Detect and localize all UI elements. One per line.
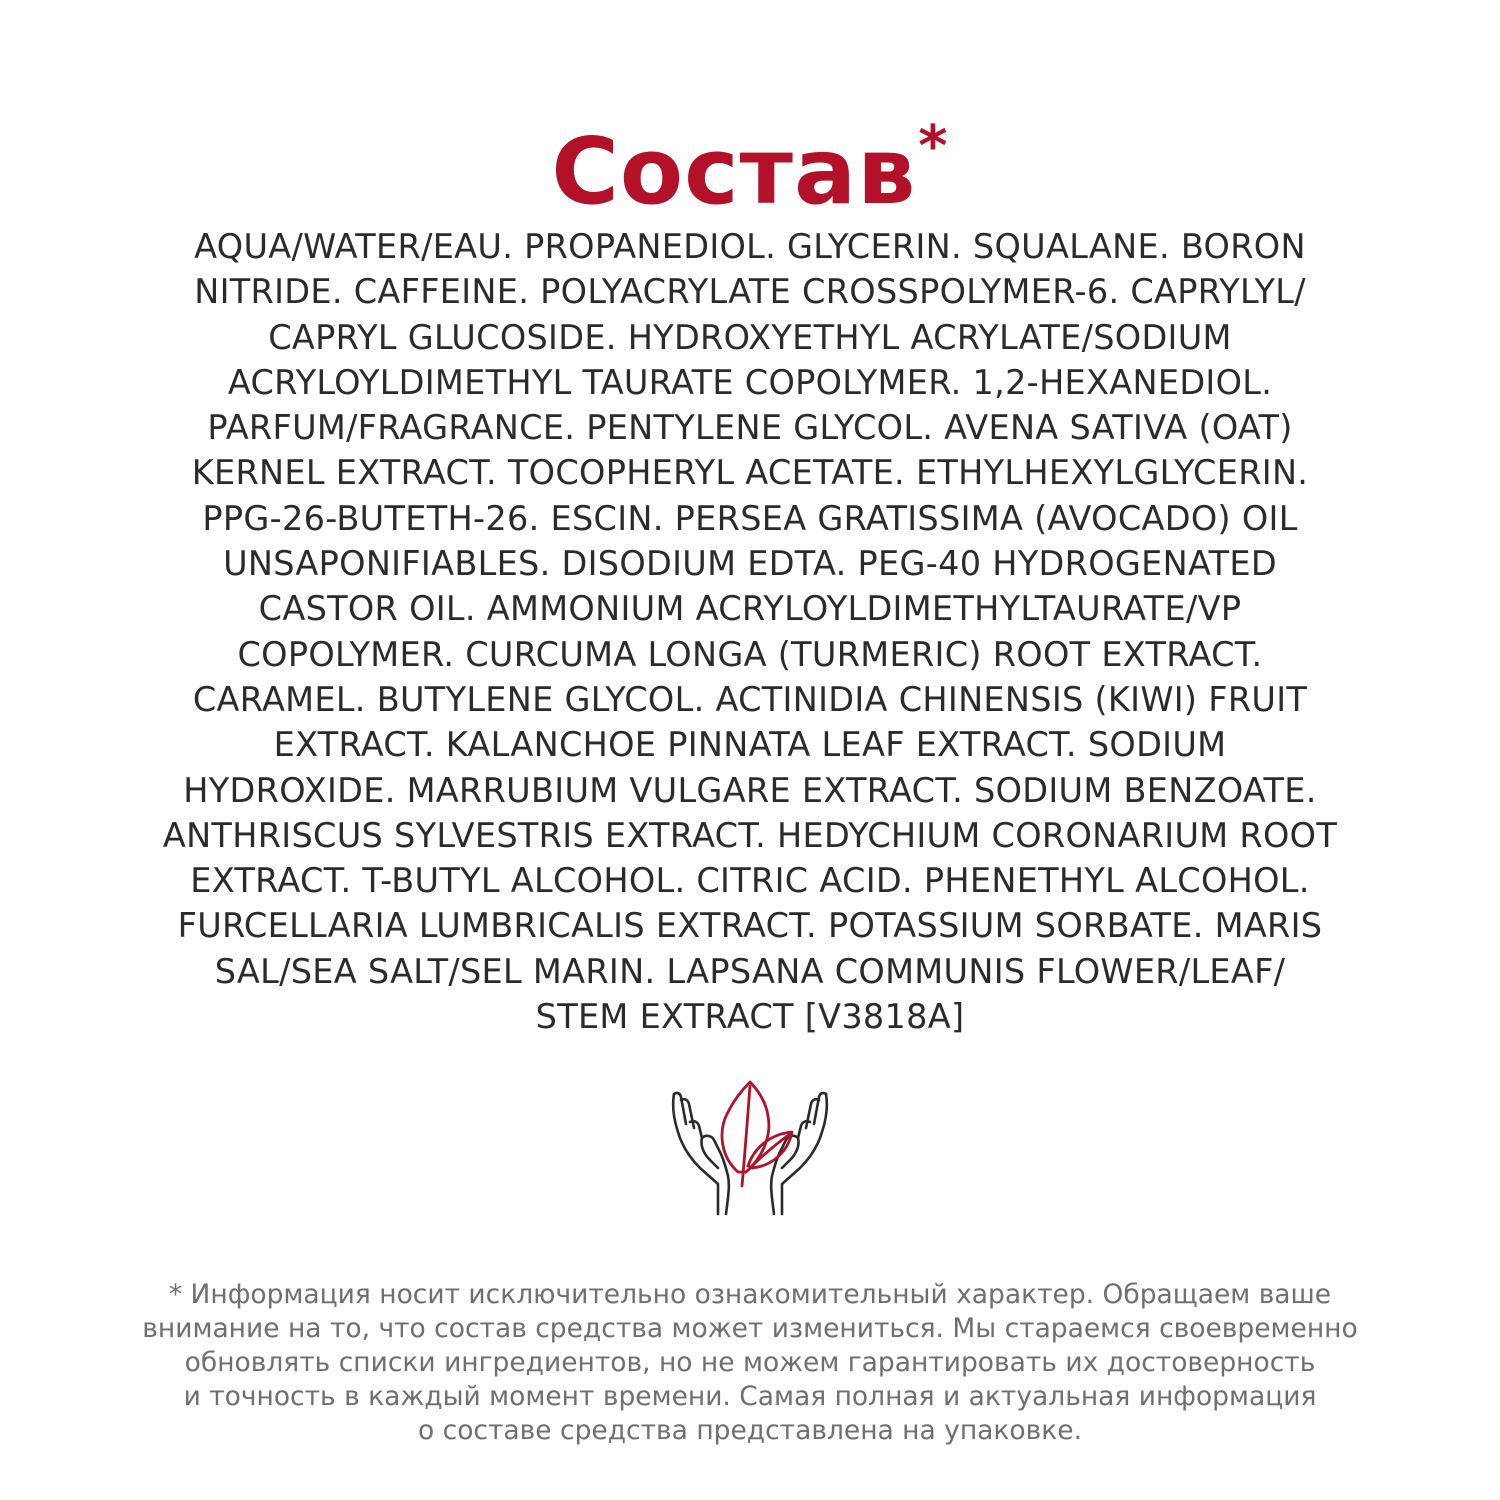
disclaimer-line: и точность в каждый момент времени. Самая полная и актуальная информация <box>183 1381 1317 1412</box>
ingredients-line: UNSAPONIFIABLES. DISODIUM EDTA. PEG-40 HYDROGENATED <box>223 544 1277 584</box>
ingredients-line: CAPRYL GLUCOSIDE. HYDROXYETHYL ACRYLATE/SODIUM <box>268 317 1232 357</box>
ingredients-line: ANTHRISCUS SYLVESTRIS EXTRACT. HEDYCHIUM CORONARIUM ROOT <box>162 815 1338 855</box>
ingredients-line: CARAMEL. BUTYLENE GLYCOL. ACTINIDIA CHINENSIS (KIWI) FRUIT <box>192 679 1308 719</box>
ingredients-list <box>0 224 1500 1039</box>
ingredients-line: SAL/SEA SALT/SEL MARIN. LAPSANA COMMUNIS FLOWER/LEAF/ <box>214 951 1286 991</box>
ingredients-line: EXTRACT. T-BUTYL ALCOHOL. CITRIC ACID. PHENETHYL ALCOHOL. <box>190 861 1310 901</box>
ingredients-line: ACRYLOYLDIMETHYL TAURATE COPOLYMER. 1,2-HEXANEDIOL. <box>227 362 1273 402</box>
leaf-small <box>748 1132 792 1168</box>
disclaimer-line: обновлять списки ингредиентов, но не можем гарантировать их достоверность <box>184 1347 1316 1378</box>
disclaimer-line: о составе средства представлена на упаковке. <box>418 1415 1082 1446</box>
left-hand-outline <box>673 1093 729 1214</box>
hands-leaf-icon-graphic <box>668 1076 832 1216</box>
disclaimer <box>0 1278 1500 1448</box>
hands-leaf-icon <box>668 1076 832 1216</box>
ingredients-line: PARFUM/FRAGRANCE. PENTYLENE GLYCOL. AVENA SATIVA (OAT) <box>207 408 1293 448</box>
page-title <box>0 92 1500 227</box>
title-text: Состав <box>551 118 917 225</box>
ingredients-line: COPOLYMER. CURCUMA LONGA (TURMERIC) ROOT EXTRACT. <box>237 634 1263 674</box>
ingredients-line: NITRIDE. CAFFEINE. POLYACRYLATE CROSSPOLYMER-6. CAPRYLYL/ <box>194 272 1306 312</box>
ingredients-line: HYDROXIDE. MARRUBIUM VULGARE EXTRACT. SODIUM BENZOATE. <box>183 770 1317 810</box>
ingredients-line: EXTRACT. KALANCHOE PINNATA LEAF EXTRACT. SODIUM <box>273 725 1227 765</box>
title-asterisk: * <box>918 114 949 179</box>
leaf-large <box>722 1082 769 1186</box>
ingredients-line: CASTOR OIL. AMMONIUM ACRYLOYLDIMETHYLTAURATE/VP <box>258 589 1242 629</box>
ingredients-line: FURCELLARIA LUMBRICALIS EXTRACT. POTASSIUM SORBATE. MARIS <box>177 906 1323 946</box>
ingredients-line: PPG-26-BUTETH-26. ESCIN. PERSEA GRATISSIMA (AVOCADO) OIL <box>202 498 1298 538</box>
disclaimer-line: * Информация носит исключительно ознакомительный характер. Обращаем ваше <box>168 1279 1332 1310</box>
ingredients-line: STEM EXTRACT [V3818A] <box>535 997 965 1037</box>
ingredients-line: KERNEL EXTRACT. TOCOPHERYL ACETATE. ETHYLHEXYLGLYCERIN. <box>191 453 1309 493</box>
disclaimer-line: внимание на то, что состав средства может измениться. Мы стараемся своевременно <box>142 1313 1358 1344</box>
ingredients-line: AQUA/WATER/EAU. PROPANEDIOL. GLYCERIN. SQUALANE. BORON <box>194 227 1306 266</box>
